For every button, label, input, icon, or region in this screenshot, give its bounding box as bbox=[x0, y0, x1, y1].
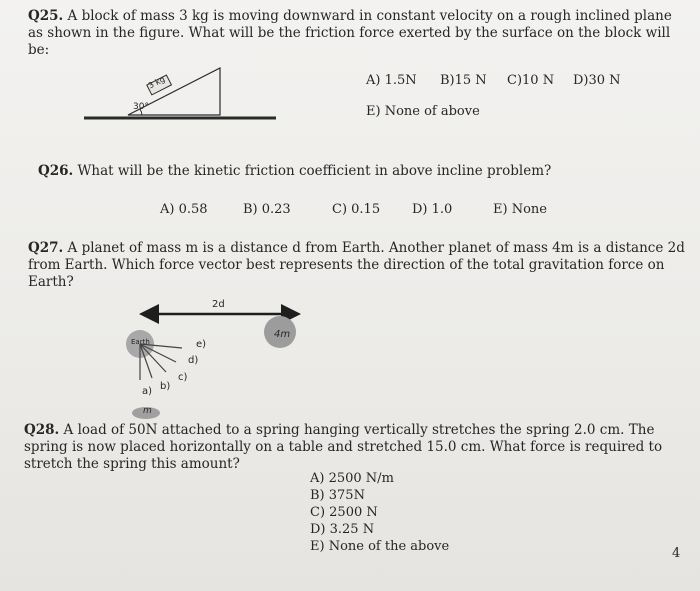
question-27 bbox=[28, 240, 688, 291]
vector-label-c: c) bbox=[178, 372, 188, 383]
question-number: Q28. bbox=[24, 422, 60, 438]
vector-label-e: e) bbox=[196, 339, 207, 350]
question-text: A block of mass 3 kg is moving downward in constant velocity on a rough inclined plane as shown in the figure. What will be the friction force exerted by the surface on the block will be: bbox=[28, 8, 672, 58]
distance-label: 2d bbox=[212, 299, 225, 310]
q25-option-c: C)10 N bbox=[507, 73, 555, 88]
question-26 bbox=[38, 163, 678, 180]
vector-label-b: b) bbox=[160, 381, 171, 392]
question-28 bbox=[24, 422, 684, 473]
q28-option-d: D) 3.25 N bbox=[310, 522, 375, 537]
planet-4m-label: 4m bbox=[274, 329, 291, 340]
q26-option-a: A) 0.58 bbox=[160, 202, 208, 217]
question-text: A load of 50N attached to a spring hanging vertically stretches the spring 2.0 cm. The spring is now placed horizontally on a table and stretched 15.0 cm. What force is required to stretch the spring this amount? bbox=[24, 422, 663, 472]
q28-option-b: B) 375N bbox=[310, 488, 365, 503]
q26-option-e: E) None bbox=[493, 202, 547, 217]
q25-option-a: A) 1.5N bbox=[366, 73, 417, 88]
question-text: A planet of mass m is a distance d from Earth. Another planet of mass 4m is a distance 2d from Earth. Which force vector best represents the direction of the total gravitation force on Earth? bbox=[28, 240, 685, 290]
question-number: Q25. bbox=[28, 8, 64, 24]
question-number: Q26. bbox=[38, 163, 74, 179]
q25-option-d: D)30 N bbox=[573, 73, 621, 88]
block-label: 3 kg bbox=[146, 74, 167, 91]
question-25 bbox=[28, 8, 688, 59]
q26-option-b: B) 0.23 bbox=[243, 202, 291, 217]
q28-option-a: A) 2500 N/m bbox=[310, 471, 394, 486]
planet-m-label: m bbox=[143, 406, 152, 416]
q26-option-c: C) 0.15 bbox=[332, 202, 381, 217]
incline-diagram bbox=[80, 60, 280, 126]
earth-label: Earth bbox=[131, 338, 150, 346]
q28-option-e: E) None of the above bbox=[310, 539, 450, 554]
vector-label-a: a) bbox=[142, 386, 153, 397]
vector-label-d: d) bbox=[188, 355, 199, 366]
question-text: What will be the kinetic friction coefficient in above incline problem? bbox=[77, 163, 552, 179]
q26-option-d: D) 1.0 bbox=[412, 202, 453, 217]
page-number: 4 bbox=[672, 546, 681, 561]
q25-option-b: B)15 N bbox=[440, 73, 487, 88]
q25-option-e: E) None of above bbox=[366, 104, 480, 119]
question-number: Q27. bbox=[28, 240, 64, 256]
gravity-diagram bbox=[110, 292, 330, 422]
q28-option-c: C) 2500 N bbox=[310, 505, 378, 520]
angle-label: 30° bbox=[133, 102, 149, 112]
